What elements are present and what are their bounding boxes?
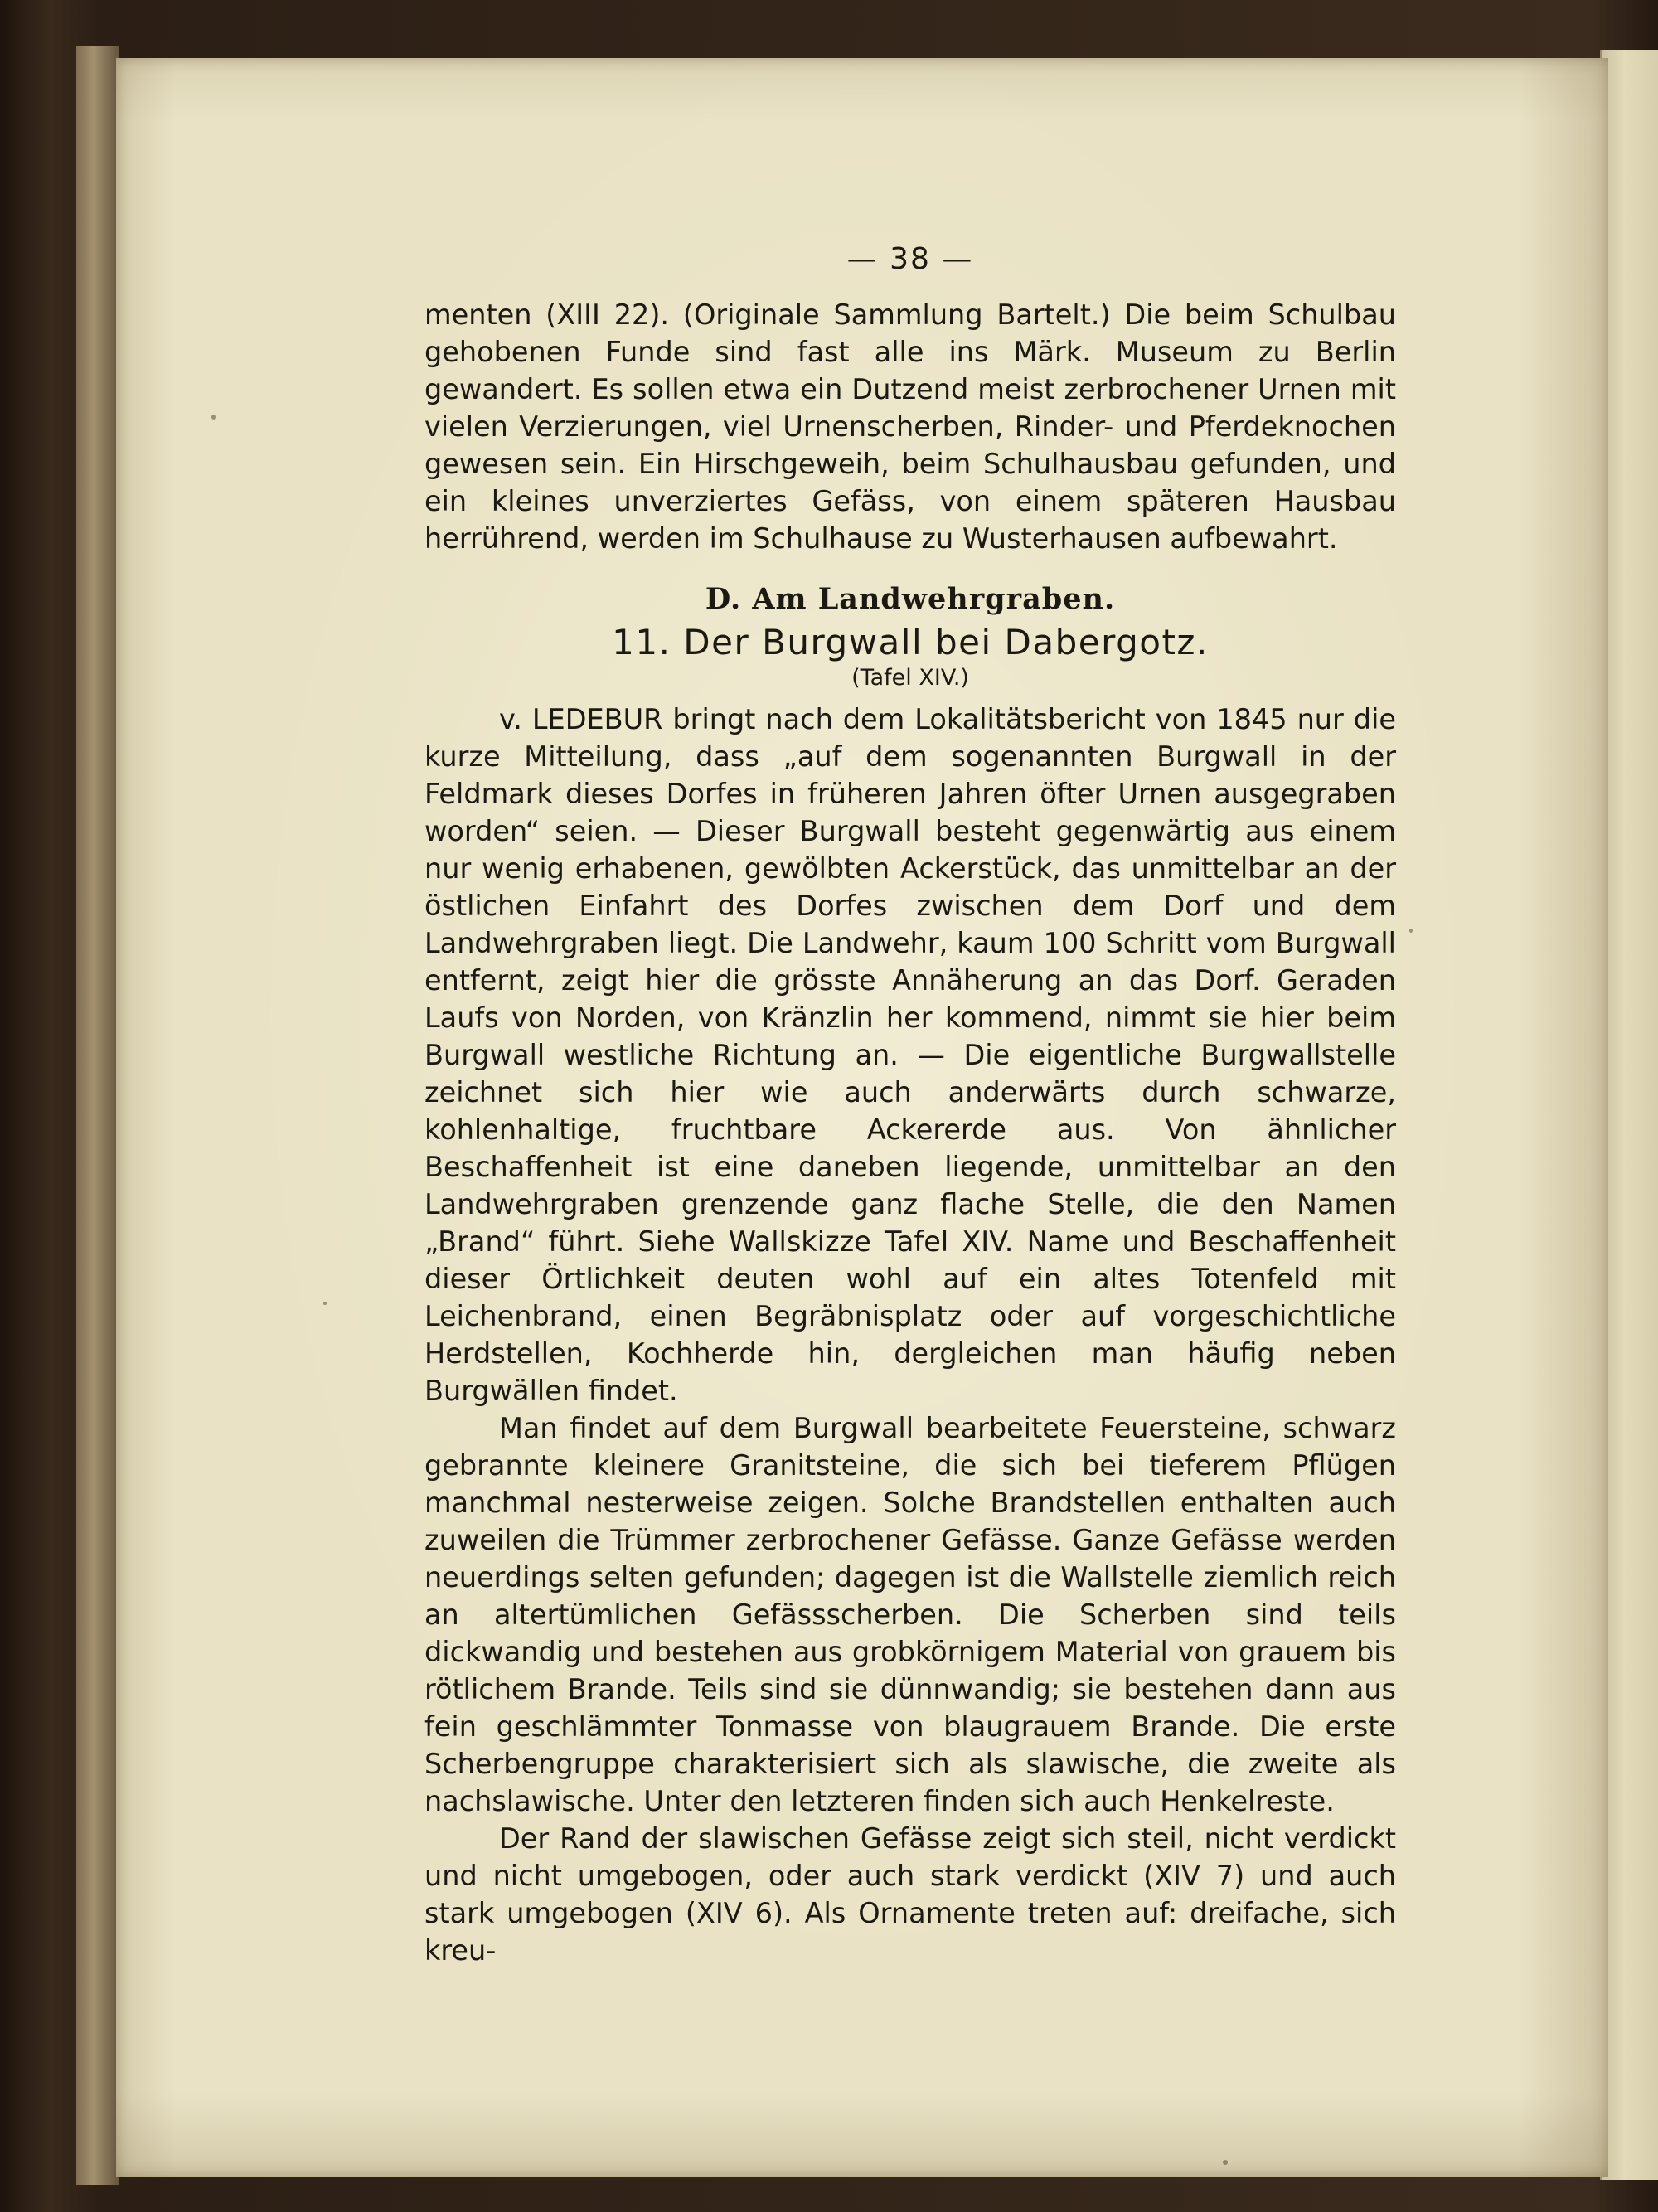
- page-text: [424, 240, 1396, 1969]
- paper-speck: [1409, 929, 1413, 933]
- page-number: — 38 —: [846, 242, 974, 276]
- paragraph-continued: menten (XIII 22). (Originale Sammlung Bartelt.) Die beim Schulbau gehobenen Funde sind fast alle ins Märk. Museum zu Berlin gewandert. Es sollen etwa ein Dutzend meist zerbrochener Urnen mit vielen Verzierungen, viel Urnenscherben, Rinder- und Pferdeknochen gewesen sein. Ein Hirschgeweih, beim Schulhausbau gefunden, und ein kleines unverziertes Gefäss, von einem späteren Hausbau herrührend, werden im Schulhause zu Wusterhausen aufbewahrt.: [424, 298, 1396, 555]
- paragraph-findings: Man findet auf dem Burgwall bearbeitete Feuersteine, schwarz gebrannte kleinere Granitsteine, die sich bei tieferem Pflügen manchmal nesterweise zeigen. Solche Brandstellen enthalten auch zuweilen die Trümmer zerbrochener Gefässe. Ganze Gefässe werden neuerdings selten gefunden; dagegen ist die Wallstelle ziemlich reich an altertümlichen Gefässscherben. Die Scherben sind teils dickwandig und bestehen aus grobkörnigem Material von grauem bis rötlichem Brande. Teils sind sie dünnwandig; sie bestehen dann aus fein geschlämmter Tonmasse von blaugrauem Brande. Die erste Scherbengruppe charakterisiert sich als slawische, die zweite als nachslawische. Unter den letzteren finden sich auch Henkelreste.: [424, 1412, 1396, 1817]
- next-page-edge: [1600, 50, 1658, 2180]
- paragraph-vessel-rims: Der Rand der slawischen Gefässe zeigt sich steil, nicht verdickt und nicht umgebogen, oder auch stark verdickt (XIV 7) und auch stark umgebogen (XIV 6). Als Ornamente treten auf: dreifache, sich kreu-: [424, 1822, 1396, 1967]
- plate-reference: (Tafel XIV.): [851, 665, 969, 691]
- section-heading: D. Am Landwehrgraben.: [705, 582, 1116, 616]
- paragraph-ledebur: v. LEDEBUR bringt nach dem Lokalitätsbericht von 1845 nur die kurze Mitteilung, dass „auf dem sogenannten Burgwall in der Feldmark dieses Dorfes in früheren Jahren öfter Urnen ausgegraben worden“ seien. — Dieser Burgwall besteht gegenwärtig aus einem nur wenig erhabenen, gewölbten Ackerstück, das unmittelbar an der östlichen Einfahrt des Dorfes zwischen dem Dorf und dem Landwehrgraben liegt. Die Landwehr, kaum 100 Schritt vom Burgwall entfernt, zeigt hier die grösste Annäherung an das Dorf. Geraden Laufs von Norden, von Kränzlin her kommend, nimmt sie hier beim Burgwall westliche Richtung an. — Die eigentliche Burgwallstelle zeichnet sich hier wie auch anderwärts durch schwarze, kohlenhaltige, fruchtbare Ackererde aus. Von ähnlicher Beschaffenheit ist eine daneben liegende, unmittelbar an den Landwehrgraben grenzende ganz flache Stelle, die den Namen „Brand“ führt. Siehe Wallskizze Tafel XIV. Name und Beschaffenheit dieser Örtlichkeit deuten wohl auf ein altes Totenfeld mit Leichenbrand, einen Begräbnisplatz oder auf vorgeschichtliche Herdstellen, Kochherde hin, dergleichen man häufig neben Burgwällen findet.: [424, 703, 1396, 1407]
- paper-speck: [323, 1302, 327, 1305]
- paper-speck: [211, 415, 216, 420]
- book-binding-edge: [76, 46, 119, 2185]
- paper-speck: [1223, 2160, 1228, 2165]
- chapter-title: 11. Der Burgwall bei Dabergotz.: [612, 622, 1209, 662]
